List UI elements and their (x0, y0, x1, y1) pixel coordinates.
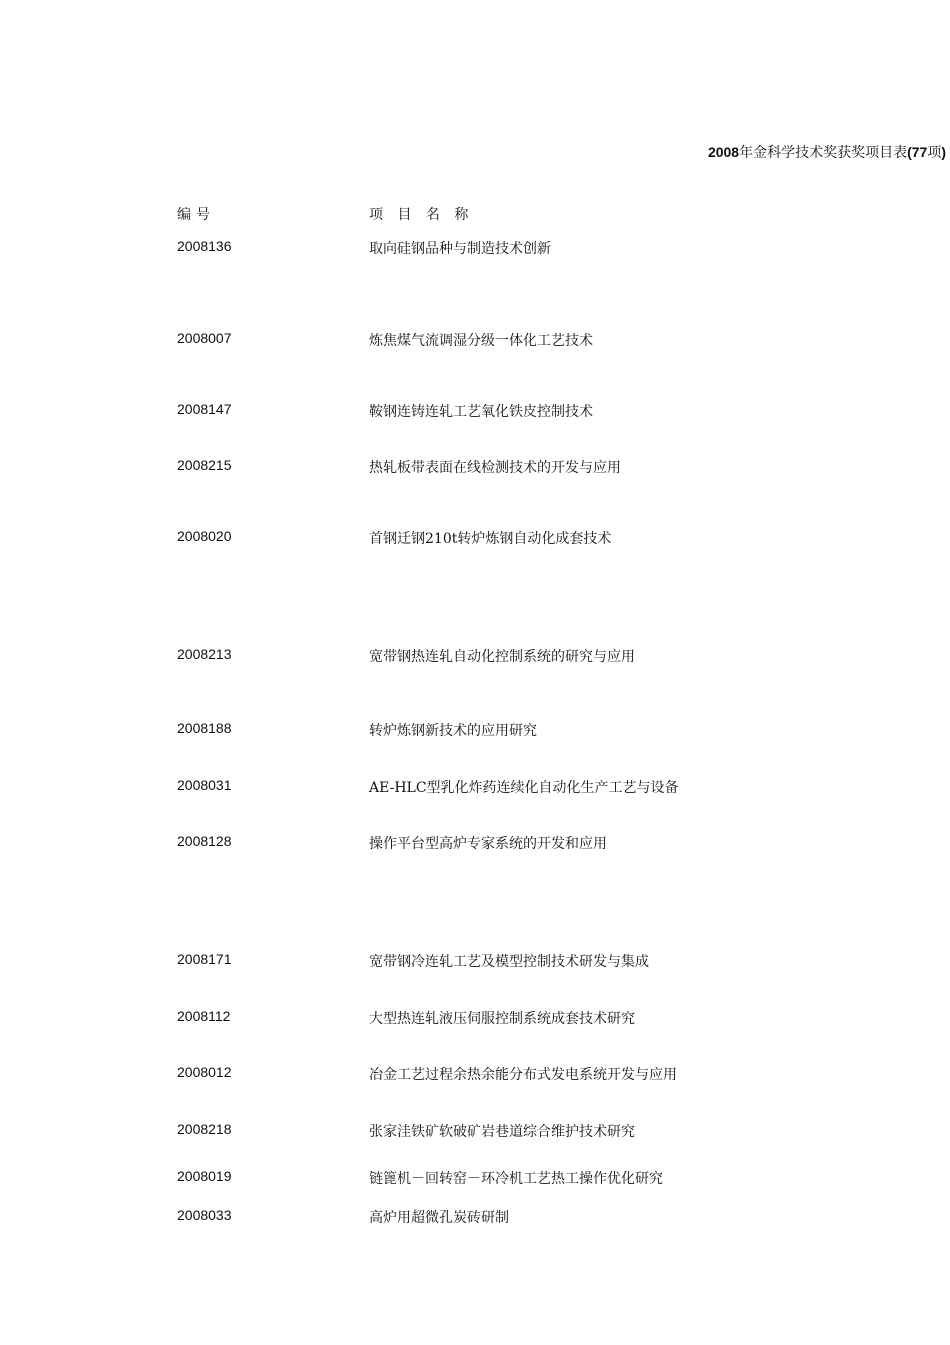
table-row (0, 330, 950, 352)
project-name: 取向硅钢品种与制造技术创新 (369, 241, 551, 257)
project-name: 冶金工艺过程余热余能分布式发电系统开发与应用 (369, 1067, 677, 1083)
project-name: 炼焦煤气流调湿分级一体化工艺技术 (369, 333, 593, 349)
project-name: 宽带钢热连轧自动化控制系统的研究与应用 (369, 649, 635, 665)
project-name: AE-HLC型乳化炸药连续化自动化生产工艺与设备 (369, 780, 679, 796)
table-row (0, 1008, 950, 1030)
table-row (0, 833, 950, 855)
table-row (0, 720, 950, 742)
project-id: 2008213 (177, 646, 232, 662)
column-header-name: 项 目 名 称 (369, 207, 474, 223)
project-id: 2008033 (177, 1207, 232, 1223)
project-name: 鞍钢连铸连轧工艺氧化铁皮控制技术 (369, 404, 593, 420)
project-id: 2008031 (177, 777, 232, 793)
project-name: 高炉用超微孔炭砖研制 (369, 1210, 509, 1226)
table-row (0, 1207, 950, 1229)
table-row (0, 1168, 950, 1190)
project-id: 2008188 (177, 720, 232, 736)
project-name: 大型热连轧液压伺服控制系统成套技术研究 (369, 1011, 635, 1027)
project-id: 2008019 (177, 1168, 232, 1184)
table-row (0, 646, 950, 668)
project-name: 宽带钢冷连轧工艺及模型控制技术研发与集成 (369, 954, 649, 970)
title-count-open: (77 (907, 144, 928, 160)
table-row (0, 1121, 950, 1143)
column-header-id: 编号 (177, 207, 215, 223)
project-id: 2008007 (177, 330, 232, 346)
table-row (0, 238, 950, 260)
project-id: 2008112 (177, 1008, 231, 1024)
table-row (0, 401, 950, 423)
project-id: 2008171 (177, 951, 232, 967)
project-name: 首钢迁钢210t转炉炼钢自动化成套技术 (369, 531, 612, 547)
table-row (0, 951, 950, 973)
table-row (0, 1064, 950, 1086)
project-id: 2008218 (177, 1121, 232, 1137)
project-id: 2008136 (177, 238, 232, 254)
title-count-close: ) (941, 144, 946, 160)
project-id: 2008128 (177, 833, 232, 849)
project-name: 热轧板带表面在线检测技术的开发与应用 (369, 460, 621, 476)
project-id: 2008215 (177, 457, 232, 473)
project-id: 2008147 (177, 401, 232, 417)
title-year: 2008 (707, 144, 740, 160)
document-title (708, 142, 946, 162)
project-id: 2008020 (177, 528, 232, 544)
title-text: 年金科学技术奖获奖项目表 (739, 145, 908, 161)
project-name: 转炉炼钢新技术的应用研究 (369, 723, 537, 739)
project-id: 2008012 (177, 1064, 232, 1080)
table-row (0, 528, 950, 550)
project-name: 操作平台型高炉专家系统的开发和应用 (369, 836, 607, 852)
project-name: 链篦机－回转窑－环冷机工艺热工操作优化研究 (369, 1171, 663, 1187)
table-row (0, 777, 950, 799)
project-name: 张家洼铁矿软破矿岩巷道综合维护技术研究 (369, 1124, 635, 1140)
title-count-unit: 项 (927, 145, 942, 161)
table-row (0, 457, 950, 479)
